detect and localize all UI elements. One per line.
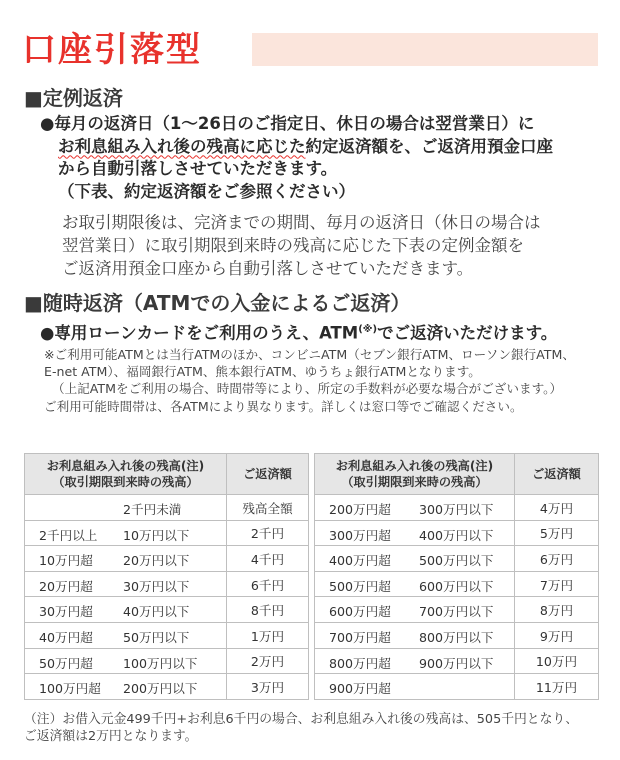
range-to: 900万円以下 (419, 655, 494, 671)
amount-cell: 残高全額 (227, 495, 309, 521)
table-row (315, 622, 599, 648)
title-row (22, 30, 598, 74)
range-from: 100万円超 (39, 681, 101, 697)
amount-cell: 4万円 (515, 495, 599, 521)
amount-cell: 9万円 (515, 622, 599, 648)
range-cell (315, 520, 515, 546)
amount-cell: 1万円 (227, 622, 309, 648)
atm-bullet-post: でご返済いただけます。 (377, 323, 558, 343)
range-cell (25, 648, 227, 674)
table-row (25, 546, 309, 572)
table-row (25, 622, 309, 648)
range-to: 400万円以下 (419, 527, 494, 543)
table-row (315, 674, 599, 700)
table-row (25, 648, 309, 674)
range-cell (315, 571, 515, 597)
bullet-line-4: （下表、約定返済額をご参照ください） (58, 181, 355, 201)
table-row (315, 571, 599, 597)
range-cell (25, 597, 227, 623)
range-to: 50万円以下 (123, 629, 190, 645)
range-cell (315, 546, 515, 572)
header-range: お利息組み入れ後の残高(注) （取引期限到来時の残高） (315, 454, 515, 495)
range-to: 200万円以下 (123, 681, 198, 697)
amount-cell: 6千円 (227, 571, 309, 597)
table-row (315, 648, 599, 674)
range-from: 50万円超 (39, 655, 93, 671)
repayment-table-left (24, 453, 309, 700)
amount-cell: 6万円 (515, 546, 599, 572)
table-row (315, 520, 599, 546)
amount-cell: 8万円 (515, 597, 599, 623)
regular-body (62, 211, 612, 280)
atm-note-2: E-net ATM）、福岡銀行ATM、熊本銀行ATM、ゆうちょ銀行ATMとなります。 (44, 364, 481, 380)
atm-bullet-pre: 専用ローンカードをご利用のうえ、ATM (54, 323, 359, 343)
range-from: 10万円超 (39, 553, 93, 569)
table-row (315, 495, 599, 521)
amount-cell: 2万円 (227, 648, 309, 674)
amount-cell: 2千円 (227, 520, 309, 546)
bullet-line-2-rest: 約定返済額を、ご返済用預金口座 (305, 136, 553, 156)
atm-notes (44, 346, 614, 415)
body-line-3: ご返済用預金口座から自動引落しさせていただきます。 (62, 259, 474, 278)
range-from: 800万円超 (329, 655, 391, 671)
table-row (25, 674, 309, 700)
range-to: 600万円以下 (419, 578, 494, 594)
range-to: 100万円以下 (123, 655, 198, 671)
range-cell (25, 546, 227, 572)
bullet-line-2-emphasis: お利息組み入れ後の残高に応じた (58, 136, 306, 156)
repayment-table-right (314, 453, 599, 700)
amount-cell: 8千円 (227, 597, 309, 623)
amount-cell: 11万円 (515, 674, 599, 700)
range-cell (315, 495, 515, 521)
header-range: お利息組み入れ後の残高(注) （取引期限到来時の残高） (25, 454, 227, 495)
table-row (25, 571, 309, 597)
range-cell (25, 571, 227, 597)
range-from: 40万円超 (39, 629, 93, 645)
range-to: 500万円以下 (419, 553, 494, 569)
range-from: 900万円超 (329, 681, 391, 697)
range-to: 40万円以下 (123, 604, 190, 620)
range-cell (25, 495, 227, 521)
range-to: 300万円以下 (419, 502, 494, 517)
bullet-line-1: 毎月の返済日（1～26日のご指定日、休日の場合は翌営業日）に (54, 114, 535, 133)
atm-note-4: ご利用可能時間帯は、各ATMにより異なります。詳しくは窓口等でご確認ください。 (44, 398, 523, 414)
range-cell (315, 648, 515, 674)
range-to: 2千円未満 (123, 502, 182, 517)
range-from: 700万円超 (329, 629, 391, 645)
range-to: 10万円以下 (123, 527, 190, 543)
table-row (25, 520, 309, 546)
header-amount: ご返済額 (227, 454, 309, 495)
section-heading-regular: ■定例返済 (24, 86, 123, 110)
range-to: 30万円以下 (123, 578, 190, 594)
atm-bullet (40, 319, 610, 345)
title-decor-bar (252, 33, 598, 66)
atm-note-1: ※ご利用可能ATMとは当行ATMのほか、コンビニATM（セブン銀行ATM、ローソン銀行ATM、 (44, 347, 575, 362)
bullet-line-3: から自動引落しさせていただきます。 (58, 159, 338, 178)
range-cell (315, 674, 515, 700)
range-from: 500万円超 (329, 578, 391, 594)
amount-cell: 5万円 (515, 520, 599, 546)
range-cell (25, 520, 227, 546)
table-row (315, 597, 599, 623)
range-to: 20万円以下 (123, 553, 190, 569)
range-cell (25, 622, 227, 648)
range-from: 400万円超 (329, 553, 391, 569)
amount-cell: 4千円 (227, 546, 309, 572)
range-to: 700万円以下 (419, 604, 494, 620)
range-from: 300万円超 (329, 527, 391, 543)
range-to: 800万円以下 (419, 629, 494, 645)
amount-cell: 10万円 (515, 648, 599, 674)
regular-bullet (40, 113, 610, 203)
page-title: 口座引落型 (22, 30, 202, 70)
section-heading-atm: ■随時返済（ATMでの入金によるご返済） (24, 291, 411, 315)
range-cell (315, 597, 515, 623)
amount-cell: 3万円 (227, 674, 309, 700)
bullet-dot: ● (40, 323, 55, 343)
table-row (25, 597, 309, 623)
footnote-line-2: ご返済額は2万円となります。 (24, 729, 198, 744)
range-from: 200万円超 (329, 502, 391, 517)
atm-bullet-sup: (※) (358, 324, 378, 335)
body-line-1: お取引期限後は、完済までの期間、毎月の返済日（休日の場合は (62, 213, 541, 232)
range-from: 600万円超 (329, 604, 391, 620)
range-from: 2千円以上 (39, 527, 98, 543)
table-row (315, 546, 599, 572)
header-amount: ご返済額 (515, 454, 599, 495)
range-from: 20万円超 (39, 578, 93, 594)
atm-note-3: （上記ATMをご利用の場合、時間帯等により、所定の手数料が必要な場合がございます。） (52, 381, 563, 397)
footnote-line-1: （注）お借入元金499千円+お利息6千円の場合、お利息組み入れ後の残高は、505千円となり、 (24, 712, 578, 727)
table-row (25, 495, 309, 521)
amount-cell: 7万円 (515, 571, 599, 597)
range-cell (25, 674, 227, 700)
bullet-dot: ● (40, 114, 55, 133)
body-line-2: 翌営業日）に取引期限到来時の残高に応じた下表の定例金額を (62, 236, 524, 255)
range-from: 30万円超 (39, 604, 93, 620)
footnote (24, 711, 614, 745)
range-cell (315, 622, 515, 648)
